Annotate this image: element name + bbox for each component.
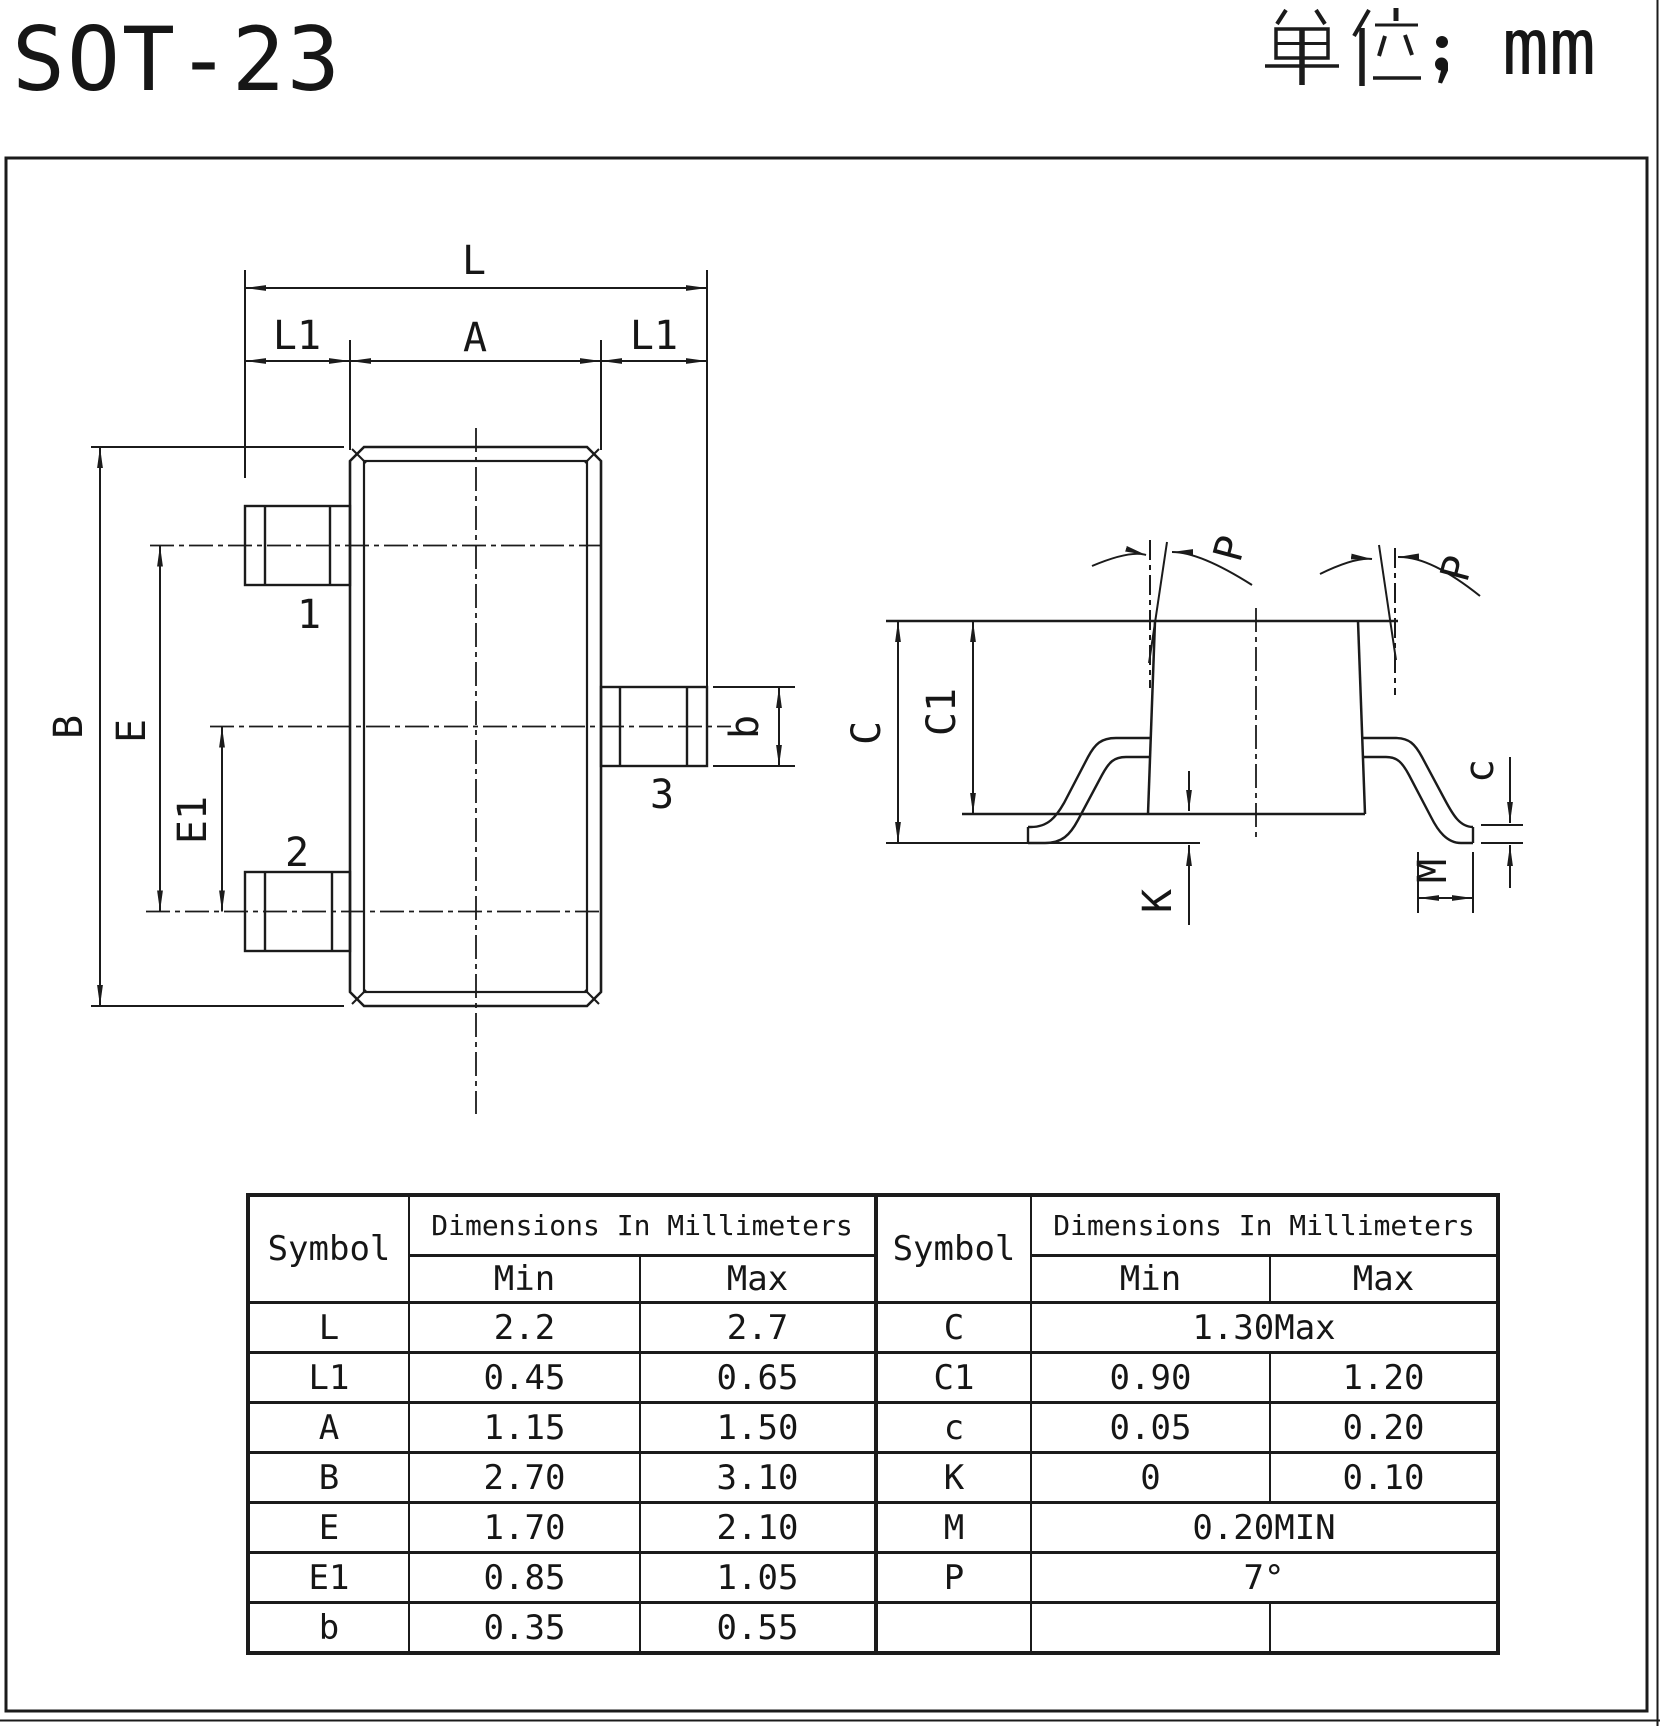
dim-label-K: K: [1135, 888, 1181, 914]
top-view: [46, 238, 795, 1114]
table-cell: C: [876, 1303, 1031, 1353]
table-cell: E1: [248, 1553, 409, 1603]
unit-semicolon: [1435, 36, 1448, 84]
dim-P-left: [1092, 540, 1252, 688]
side-view: [844, 531, 1523, 925]
table-cell: 1.20: [1270, 1353, 1498, 1403]
table-cell: L1: [248, 1353, 409, 1403]
dimension-table: [246, 1193, 1500, 1655]
table-cell: P: [876, 1553, 1031, 1603]
table-cell: 0.20: [1270, 1403, 1498, 1453]
dim-label-E1: E1: [170, 795, 216, 845]
dim-label-L: L: [461, 238, 487, 284]
table-cell: [1270, 1603, 1498, 1654]
header-symbol-left: Symbol: [248, 1195, 409, 1303]
table-cell: 1.30Max: [1031, 1303, 1498, 1353]
table-cell: 0.05: [1031, 1403, 1270, 1453]
table-row: [248, 1303, 1498, 1353]
table-cell: 0.10: [1270, 1453, 1498, 1503]
table-cell: 1.70: [409, 1503, 640, 1553]
dim-label-C1: C1: [919, 687, 965, 737]
dim-label-L1-left: L1: [272, 313, 322, 359]
table-cell: 1.05: [640, 1553, 876, 1603]
dim-label-P-left: P: [1205, 531, 1256, 567]
table-cell: 2.10: [640, 1503, 876, 1553]
table-cell: E: [248, 1503, 409, 1553]
table-cell: b: [248, 1603, 409, 1654]
table-cell: 0.55: [640, 1603, 876, 1654]
lead-right: [1362, 738, 1473, 843]
dim-label-A: A: [462, 315, 488, 361]
dim-label-b: b: [722, 714, 768, 740]
unit-label: [1265, 3, 1596, 93]
table-cell: 2.70: [409, 1453, 640, 1503]
pin-label-1: 1: [296, 592, 322, 638]
table-cell: 0.45: [409, 1353, 640, 1403]
table-cell: 1.15: [409, 1403, 640, 1453]
dim-label-C: C: [844, 720, 890, 746]
header-min-left: Min: [409, 1256, 640, 1303]
table-cell: L: [248, 1303, 409, 1353]
centerlines: [146, 428, 731, 1114]
header-max-right: Max: [1270, 1256, 1498, 1303]
header-dims-right: Dimensions In Millimeters: [1031, 1195, 1498, 1256]
header-min-right: Min: [1031, 1256, 1270, 1303]
pin-label-2: 2: [284, 830, 310, 876]
dim-label-M: M: [1410, 858, 1456, 884]
table-cell: M: [876, 1503, 1031, 1553]
table-cell: K: [876, 1453, 1031, 1503]
table-cell: 3.10: [640, 1453, 876, 1503]
table-row: [248, 1353, 1498, 1403]
table-cell: 0.85: [409, 1553, 640, 1603]
dim-label-P-right: P: [1432, 551, 1483, 587]
table-cell: 0.90: [1031, 1353, 1270, 1403]
dim-label-L1-right: L1: [629, 313, 679, 359]
table-cell: c: [876, 1403, 1031, 1453]
table-cell: 0.20MIN: [1031, 1503, 1498, 1553]
table-cell: 2.7: [640, 1303, 876, 1353]
dim-label-B: B: [46, 714, 92, 740]
table-cell: [1031, 1603, 1270, 1654]
table-cell: [876, 1603, 1031, 1654]
table-row: [248, 1453, 1498, 1503]
lead-left: [1028, 738, 1151, 843]
dim-label-c: c: [1457, 758, 1503, 784]
header-max-left: Max: [640, 1256, 876, 1303]
table-cell: 1.50: [640, 1403, 876, 1453]
unit-mm: mm: [1502, 3, 1596, 93]
header-dims-left: Dimensions In Millimeters: [409, 1195, 876, 1256]
table-row: [248, 1503, 1498, 1553]
table-cell: B: [248, 1453, 409, 1503]
unit-hanzi-dan: [1265, 10, 1339, 85]
unit-hanzi-wei: [1354, 8, 1421, 86]
dim-label-E: E: [109, 718, 155, 744]
table-cell: 0.65: [640, 1353, 876, 1403]
table-row: [248, 1553, 1498, 1603]
pin-label-3: 3: [649, 772, 675, 818]
page-title: SOT-23: [12, 8, 342, 111]
table-cell: 2.2: [409, 1303, 640, 1353]
table-cell: 7°: [1031, 1553, 1498, 1603]
table-cell: 0: [1031, 1453, 1270, 1503]
table-cell: C1: [876, 1353, 1031, 1403]
table-cell: A: [248, 1403, 409, 1453]
header-symbol-right: Symbol: [876, 1195, 1031, 1303]
table-row: [248, 1603, 1498, 1654]
table-subheader-row: [248, 1256, 1498, 1303]
table-header-row: [248, 1195, 1498, 1256]
table-cell: 0.35: [409, 1603, 640, 1654]
table-row: [248, 1403, 1498, 1453]
